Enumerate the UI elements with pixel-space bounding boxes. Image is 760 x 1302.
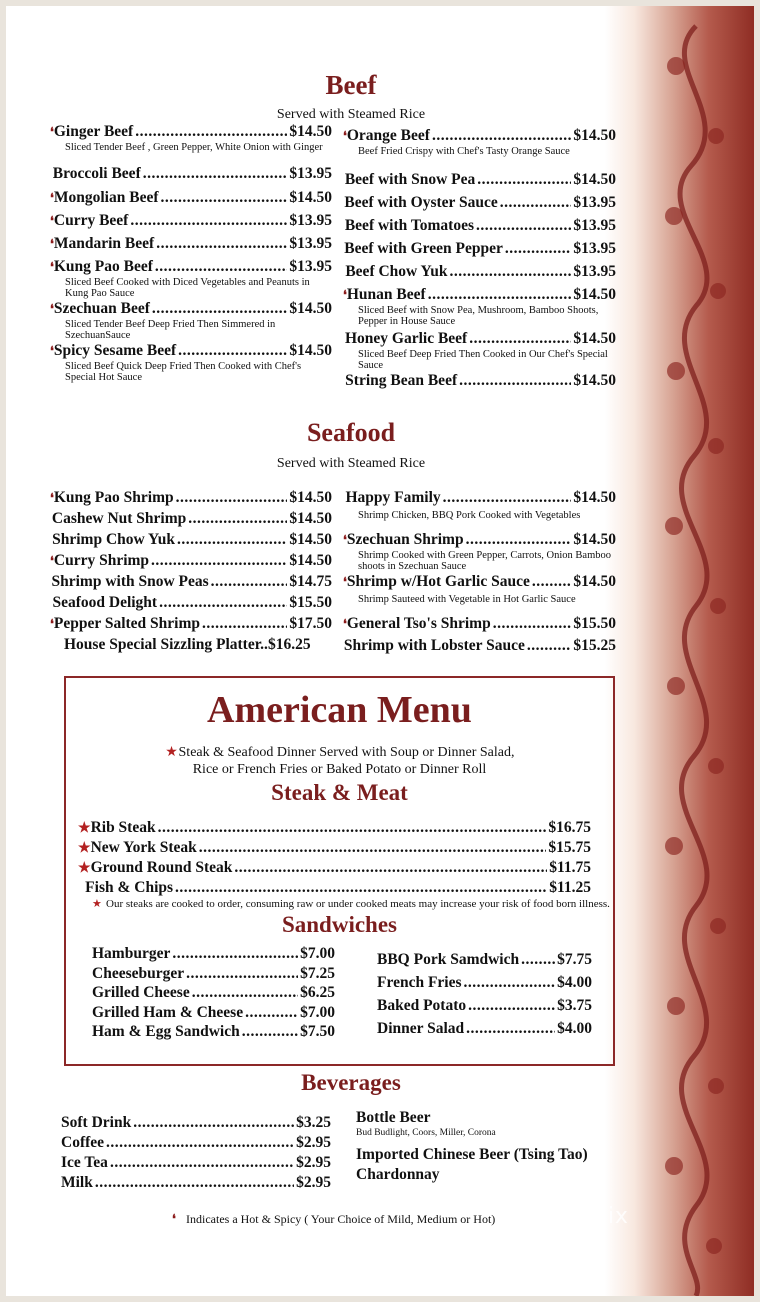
item-name: Grilled Cheese xyxy=(92,984,190,1001)
item-name: Dinner Salad xyxy=(377,1020,465,1037)
seafood-right-column xyxy=(343,488,616,656)
item-price: $14.50 xyxy=(573,171,616,188)
menu-item xyxy=(50,257,332,299)
item-description: Sliced Beef Deep Fried Then Cooked in Our Chef's Special Sauce xyxy=(358,349,608,371)
item-price: $13.95 xyxy=(573,217,616,234)
bottle-beer-desc: Bud Budlight, Coors, Miller, Corona xyxy=(356,1128,496,1138)
item-price: $14.50 xyxy=(289,552,332,569)
hot-legend xyxy=(172,1212,495,1227)
menu-item xyxy=(92,944,335,964)
item-name: Mandarin Beef xyxy=(53,235,155,252)
item-name: Beef with Snow Pea xyxy=(344,171,476,188)
item-price: $14.50 xyxy=(573,127,616,144)
sandwich-left-column xyxy=(92,944,335,1042)
menu-item xyxy=(377,971,592,994)
item-name: Beef Chow Yuk xyxy=(345,263,448,280)
menu-item xyxy=(343,329,616,371)
item-price: $14.50 xyxy=(573,372,616,389)
item-price: $7.25 xyxy=(300,964,335,982)
scroll-ornament xyxy=(636,6,754,1296)
menu-page xyxy=(6,6,754,1296)
menu-item xyxy=(61,1173,331,1193)
item-price: $7.00 xyxy=(300,945,335,962)
item-price: $16.75 xyxy=(548,819,591,836)
item-name: Mongolian Beef xyxy=(53,189,159,206)
menu-item xyxy=(50,164,332,184)
item-name: Szechuan Shrimp xyxy=(346,531,464,548)
steak-note xyxy=(78,897,610,910)
item-price: $15.50 xyxy=(573,615,616,632)
hot-pepper-icon: ❛ xyxy=(343,617,347,631)
item-price: $14.50 xyxy=(289,300,332,317)
menu-item xyxy=(377,948,592,971)
item-price: $6.25 xyxy=(300,984,335,1001)
beef-subtitle: Served with Steamed Rice xyxy=(276,107,426,122)
imported-beer: Imported Chinese Beer (Tsing Tao) xyxy=(356,1146,588,1163)
item-name: Orange Beef xyxy=(346,127,430,144)
hot-legend-text: Indicates a Hot & Spicy ( Your Choice of Mild, Medium or Hot) xyxy=(186,1212,496,1226)
item-name: Beef with Green Pepper xyxy=(344,240,503,257)
menu-item xyxy=(50,211,332,231)
item-description: Shrimp Sauteed with Vegetable in Hot Garlic Sauce xyxy=(358,594,576,605)
item-price: $13.95 xyxy=(289,235,332,252)
menu-item xyxy=(50,122,332,164)
item-price: $13.95 xyxy=(573,194,616,211)
hot-pepper-icon: ❛ xyxy=(50,491,54,505)
menu-item xyxy=(50,593,332,613)
hot-pepper-icon: ❛ xyxy=(50,302,54,316)
menu-item xyxy=(61,1133,331,1153)
menu-item xyxy=(78,838,591,858)
menu-item xyxy=(343,126,616,170)
hot-pepper-icon: ❛ xyxy=(50,344,54,358)
menu-item xyxy=(343,285,616,329)
item-name: Coffee xyxy=(61,1134,105,1151)
menu-item xyxy=(343,572,616,614)
seafood-title: Seafood xyxy=(306,418,396,447)
item-description: Sliced Tender Beef , Green Pepper, White Onion with Ginger xyxy=(65,142,323,153)
hot-pepper-icon: ❛ xyxy=(343,288,347,302)
item-name: Grilled Ham & Cheese xyxy=(92,1003,244,1021)
menu-item xyxy=(92,1003,335,1023)
item-name: Soft Drink xyxy=(61,1114,132,1131)
item-price: $14.50 xyxy=(573,489,616,506)
sandwich-title: Sandwiches xyxy=(281,912,398,937)
menu-item xyxy=(61,1153,331,1173)
item-price: $13.95 xyxy=(573,263,616,280)
item-name: Szechuan Beef xyxy=(53,300,150,317)
item-price: $14.75 xyxy=(289,573,332,590)
intro-line-1: Steak & Seafood Dinner Served with Soup or Dinner Salad, xyxy=(178,745,515,760)
item-price: $2.95 xyxy=(296,1134,331,1151)
steak-title: Steak & Meat xyxy=(271,780,408,805)
item-price: $7.75 xyxy=(557,951,592,968)
menu-item xyxy=(50,530,332,550)
star-icon: ★ xyxy=(165,745,178,760)
menu-item xyxy=(78,818,591,838)
item-description: Shrimp Chicken, BBQ Pork Cooked with Vegetables xyxy=(358,510,581,521)
item-name: Shrimp with Lobster Sauce xyxy=(343,637,525,654)
item-name: New York Steak xyxy=(90,839,197,856)
menu-item xyxy=(343,614,616,634)
item-price: $4.00 xyxy=(557,1020,592,1037)
item-price: $14.50 xyxy=(573,286,616,303)
hot-pepper-icon: ❛ xyxy=(50,260,54,274)
item-price: $3.75 xyxy=(557,997,592,1014)
item-name: Happy Family xyxy=(345,489,441,506)
beverages-left-column xyxy=(61,1113,331,1193)
hot-pepper-icon: ❛ xyxy=(343,129,347,143)
item-price: $17.50 xyxy=(289,615,332,632)
item-name: Rib Steak xyxy=(90,819,156,836)
item-name: Spicy Sesame Beef xyxy=(53,342,177,359)
menu-item xyxy=(78,878,591,897)
item-name: Ginger Beef xyxy=(53,123,134,140)
item-description: Sliced Tender Beef Deep Fried Then Simmered in SzechuanSauce xyxy=(65,319,276,341)
item-name: Shrimp Chow Yuk xyxy=(52,531,176,548)
beef-title: Beef xyxy=(325,70,377,100)
item-name: String Bean Beef xyxy=(345,372,458,389)
item-name: Ground Round Steak xyxy=(90,859,233,876)
menu-item xyxy=(61,1113,331,1133)
american-menu-box xyxy=(64,676,615,1066)
menu-item xyxy=(50,234,332,254)
item-name: Curry Shrimp xyxy=(53,552,150,569)
item-price: $15.75 xyxy=(548,839,591,856)
menu-item xyxy=(50,188,332,208)
item-description: Shrimp Cooked with Green Pepper, Carrots, Onion Bamboo shoots in Szechuan Sauce xyxy=(358,550,612,572)
item-name: Hamburger xyxy=(92,945,171,962)
item-name: Fish & Chips xyxy=(85,879,174,896)
item-price: $7.00 xyxy=(300,1003,335,1021)
hot-pepper-icon: ❛ xyxy=(50,125,54,139)
beverages-right-column xyxy=(356,1108,626,1185)
star-icon: ★ xyxy=(78,861,91,876)
item-name: Kung Pao Beef xyxy=(53,258,153,275)
item-price: $11.25 xyxy=(549,879,591,896)
hot-pepper-icon: ❛ xyxy=(50,237,54,251)
menu-item xyxy=(343,530,616,572)
american-menu-title: American Menu xyxy=(207,689,472,731)
item-name: Shrimp with Snow Peas xyxy=(51,573,209,590)
bottle-beer: Bottle Beer xyxy=(356,1109,431,1126)
item-name: Ice Tea xyxy=(61,1154,108,1171)
menu-item xyxy=(343,262,616,282)
item-name: General Tso's Shrimp xyxy=(346,615,491,632)
item-name: BBQ Pork Samdwich xyxy=(377,951,520,968)
menu-item xyxy=(377,994,592,1017)
star-icon: ★ xyxy=(78,821,91,836)
menu-item xyxy=(50,614,332,634)
item-description: Sliced Beef with Snow Pea, Mushroom, Bamboo Shoots, Pepper in House Sauce xyxy=(358,305,599,327)
item-price: $13.95 xyxy=(289,165,332,182)
item-price: $15.25 xyxy=(573,637,616,654)
hot-pepper-icon: ❛ xyxy=(343,533,347,547)
item-name: Kung Pao Shrimp xyxy=(53,489,174,506)
hot-pepper-icon: ❛ xyxy=(172,1212,176,1226)
item-price: $13.95 xyxy=(289,212,332,229)
item-price: $14.50 xyxy=(573,573,616,590)
menu-item xyxy=(50,488,332,508)
seafood-left-column xyxy=(50,488,332,655)
item-name: Ham & Egg Sandwich xyxy=(92,1023,240,1040)
chardonnay: Chardonnay xyxy=(356,1166,440,1183)
item-name: Honey Garlic Beef xyxy=(344,330,468,347)
item-price: $15.50 xyxy=(289,594,332,611)
menu-item xyxy=(343,216,616,236)
item-name: Curry Beef xyxy=(53,212,129,229)
beef-left-column xyxy=(50,122,332,383)
item-name: Seafood Delight xyxy=(52,594,158,611)
item-name: Beef with Oyster Sauce xyxy=(344,194,498,211)
menu-item xyxy=(92,964,335,984)
menu-item xyxy=(78,858,591,878)
menu-item xyxy=(343,193,616,213)
item-name: Broccoli Beef xyxy=(52,165,141,182)
menu-item xyxy=(343,239,616,259)
hot-pepper-icon: ❛ xyxy=(50,554,54,568)
menu-item xyxy=(50,509,332,529)
item-price: $4.00 xyxy=(557,974,592,991)
menu-item xyxy=(92,983,335,1003)
item-price: $11.75 xyxy=(549,859,591,876)
item-name: Cheeseburger xyxy=(92,964,185,982)
hot-pepper-icon: ❛ xyxy=(50,617,54,631)
menu-item xyxy=(377,1017,592,1040)
item-price: $3.25 xyxy=(296,1114,331,1131)
item-price: $14.50 xyxy=(573,531,616,548)
item-price: $2.95 xyxy=(296,1174,331,1191)
item-price: $14.50 xyxy=(289,510,332,527)
item-price: $14.50 xyxy=(289,531,332,548)
item-name: Milk xyxy=(61,1174,93,1191)
star-icon: ★ xyxy=(92,898,102,910)
item-description: Sliced Beef Quick Deep Fried Then Cooked with Chef's Special Hot Sauce xyxy=(65,361,302,383)
menu-item xyxy=(50,299,332,341)
menu-item xyxy=(50,341,332,383)
item-description: Beef Fried Crispy with Chef's Tasty Orange Sauce xyxy=(358,146,570,157)
item-price: $14.50 xyxy=(289,342,332,359)
item-price: $16.25 xyxy=(267,636,311,653)
menu-item xyxy=(343,371,616,391)
item-description: Sliced Beef Cooked with Diced Vegetables and Peanuts in Kung Pao Sauce xyxy=(65,277,310,299)
hot-pepper-icon: ❛ xyxy=(50,191,54,205)
item-name: Baked Potato xyxy=(377,997,467,1014)
item-price: $13.95 xyxy=(289,258,332,275)
beverages-title: Beverages xyxy=(301,1070,401,1095)
item-price: $14.50 xyxy=(289,489,332,506)
steak-list xyxy=(78,818,610,910)
item-price: $14.50 xyxy=(289,189,332,206)
intro-line-2: Rice or French Fries or Baked Potato or Dinner Roll xyxy=(192,762,487,777)
star-icon: ★ xyxy=(78,841,91,856)
item-price: $14.50 xyxy=(573,330,616,347)
hot-pepper-icon: ❛ xyxy=(50,214,54,228)
item-name: Hunan Beef xyxy=(346,286,426,303)
menu-item xyxy=(50,551,332,571)
menu-item xyxy=(50,635,332,655)
sandwich-right-column xyxy=(377,948,592,1040)
beef-right-column xyxy=(343,126,616,391)
menu-item xyxy=(50,572,332,592)
hot-pepper-icon: ❛ xyxy=(343,575,347,589)
item-name: Cashew Nut Shrimp xyxy=(51,510,187,527)
menu-item xyxy=(92,1022,335,1042)
menu-item xyxy=(343,170,616,190)
item-name: House Special Sizzling Platter.. xyxy=(64,636,268,653)
menu-item xyxy=(343,636,616,656)
item-name: Shrimp w/Hot Garlic Sauce xyxy=(346,573,530,590)
item-price: $7.50 xyxy=(300,1023,335,1040)
menu-item xyxy=(343,488,616,530)
item-price: $2.95 xyxy=(296,1154,331,1171)
watermark: menupix xyxy=(526,1204,629,1229)
item-price: $14.50 xyxy=(289,123,332,140)
item-name: French Fries xyxy=(377,974,462,991)
steak-note-text: Our steaks are cooked to order, consuming raw or under cooked meats may increase your risk of food born illness. xyxy=(106,898,610,910)
item-price: $13.95 xyxy=(573,240,616,257)
american-intro xyxy=(66,744,613,778)
seafood-subtitle: Served with Steamed Rice xyxy=(276,456,426,471)
item-name: Beef with Tomatoes xyxy=(344,217,475,234)
item-name: Pepper Salted Shrimp xyxy=(53,615,200,632)
